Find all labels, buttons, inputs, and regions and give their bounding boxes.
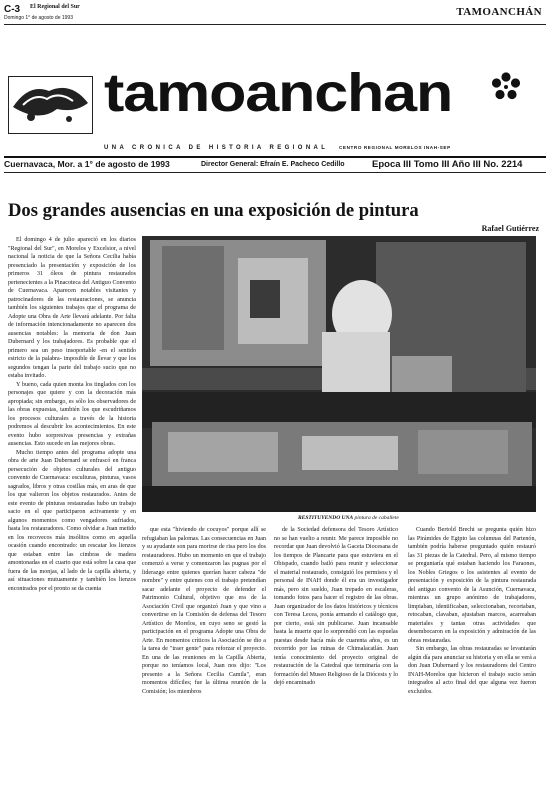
masthead-rule	[4, 156, 546, 158]
article-column-2	[142, 526, 266, 796]
paragraph: de la Sociedad defensora del Tesoro Artístico no se han vuelto a reunir. Me parece imposible no recordar que Juan devolvió la Gaceta Diocesana de los tiempos de Plancarte para que estuviera en el Obispado, cuando bailó para reunir y seleccionar el material restaurado, consiguió los permisos y el personal de INAH donde él era un investigador más, pero sin sueldo, Juan trepado en escaleras, tomando fotos para hacer el registro de las obras. Juan organizador de los datos históricos y técnicos con Teresa Lecea, ponía armando el catálogo que, por cierto, está sin publicarse. Juan incansable hasta la muerte que lo sorprendió con las espuelas puestas desde hacía más de cuarenta años, es un recorrido por las ruinas de Chimalacatlán. Juan tenía conocimiento del proyecto original de restauración de la Catedral que terminaría con la formación del Museo Religioso de la Diócesis y lo dejó encaminado	[274, 527, 398, 686]
publication-name: El Regional del Sur	[30, 4, 80, 10]
dateline-rule	[4, 172, 546, 173]
issue-date: Domingo 1° de agosto de 1993	[4, 15, 73, 21]
caption-text: pintura de caballete	[353, 515, 399, 521]
photo-caption	[298, 515, 399, 521]
masthead-tagline: UNA CRONICA DE HISTORIA REGIONAL	[104, 145, 329, 151]
article-byline: Rafael Gutiérrez	[481, 224, 539, 233]
article-column-1	[8, 236, 136, 796]
running-header	[4, 4, 544, 22]
article-column-3	[274, 526, 398, 796]
paragraph: Y bueno, cada quien monta los tinglados con los personajes que quiere y con la decoración más apropiada; sin embargo, es sólo los observadores de las obras expuestas, también los que escudriñamos los procesos culturales a través de la historia podremos al descubrir los acontecimientos. En este evento hubo sorpresivas presencias y extrañas ausencias. Esto sucede en las mejores obras.	[8, 381, 136, 447]
caption-lead: RESTITUYENDO UNA	[298, 515, 354, 521]
flower-emblem-icon	[491, 72, 521, 102]
restoration-photo-image	[142, 236, 536, 512]
article-photo	[142, 236, 536, 512]
paragraph: Mucho tiempo antes del programa adopte una obra de arte Juan Dubernard se enfrascó en franca persecución de objetos culturales del antiguo convento de Cuernavaca: esculturas, pinturas, vasos sagrados, libros y otras cosillas más, en aras de que los que valieron los objetos restaurados. Antes de este evento de pinturas restauradas hubo un trabajo sacio en el que participaron activamente y en algunos momentos como vengadores sufriados, hasta los restauradores. Como olvidar a Juan metido en los recovecos más insólitos como en aquella ocasión cuando encontrado: un rescatar los lienzos que estaban entre las cimbras de madera amontonadas en el cuarto que está sobre la casa que fuera de las monjas, al lado de la capilla abierta, y así situaciones mutuamente y también los lienzos encontrados por el pronto se da cuenta	[8, 449, 136, 592]
issue-dateline: Cuernavaca, Mor. a 1° de agosto de 1993	[4, 159, 170, 169]
paragraph: Cuando Bertold Brecht se pregunta quién hizo las Pirámides de Egipto las columnas del Partenón, también podría haberse preguntado quién restauró las 31 piezas de la Catedral. Pero, al mismo tiempo se preguntaría qué estaban haciendo los Faraones, los Nobles Griegos o los asistentes al evento de presentación y exposición de la pintura restaurada del antiguo convento de la Asunción, Cuernavaca, mientras un grupo anónimo de trabajadores, limpiaban, identificaban, seleccionaban, recortaban, retocaban, clavaban, ajustaban marcos, acarreaban materiales y tantas otras actividades que desembocaron en la exposición y admiración de las obras restauradas.	[408, 527, 536, 644]
regional-logo	[8, 76, 93, 134]
page-number: C-3	[4, 4, 21, 15]
article-headline: Dos grandes ausencias en una exposición de pintura	[8, 200, 419, 221]
masthead-title: tamoanchan	[104, 63, 453, 123]
masthead-institution: CENTRO REGIONAL MORELOS INAH-SEP	[339, 145, 451, 150]
paragraph: que esta "hiviendo de cocuyos" porque allí se refugiaban las palomas. Las consecuencias en Juan y su ayudante son para morirse de risa pero los dos restauradores. Hubo un momento en que el trabajo comenzó a verse y comenzaron las pugnas por el liderazgo entre quienes querían hacer cabeza "de nombre" y entre quienes con el trabajo pretendían sacar adelante el proyecto de defender el Patrimonio Cultural, objetivo que era de la Asociación Civil que organizó Juan y que vino a convertirse en la Comisión de defensa del Tesoro Artístico de Morelos, en cuyo seno se gestó la participación en el programa Adopte una Obra de Arte. En momentos críticos la Asociación se dio a la tarea de "traer gente" para reforzar el proyecto. En una de las reuniones en la Capilla Abierta, porque no teníamos local, Juan nos dijo: "Los presento a la Señora Cecilia Camila", eran momentos difíciles; fue la última reunión de la Comisión; los miembros	[142, 527, 266, 695]
paragraph: El domingo 4 de julio apareció en los diarios "Regional del Sur", en Morelos y Excelsior, a nivel nacional la noticia de que la Señora Cecilia había presenciado la presentación y exposición de los primeros 31 óleos de pintura restaurados pertenecientes a la Pinacoteca del Antiguo Convento de Cuernavaca. Aparecen notables visitantes y patrocinadores de las restauraciones, se anuncia también los siguientes trabajos que el programa de Adopte una Obra de Arte llevará adelante. Por falta de información intencionadamente no aparecen dos ausencias notables: la memoria de don Juan Dubernard y los trabajadores. Es probable que el primero sea un peso insoportable -en el sentido estricto de la palabra- imposible de llevar y que los segundos tengan la parte del trabajo sucio que no estaba invitado.	[8, 237, 136, 379]
article-column-4	[408, 526, 536, 796]
director-credit: Director General: Efraín E. Pacheco Cedillo	[201, 161, 345, 168]
section-name: TAMOANCHÁN	[456, 6, 542, 18]
header-rule	[4, 24, 546, 25]
volume-info: Epoca III Tomo III Año III No. 2214	[372, 159, 523, 170]
paragraph: Sin embargo, las obras restauradas se levantarán algún día para anunciar su historia y en ella se verá a don Juan Dubernard y los restauradores del Centro INAH-Morelos que hicieron el trabajo sucio serán integrados al acto final del que alguna vez fueron excluidos.	[408, 646, 536, 695]
